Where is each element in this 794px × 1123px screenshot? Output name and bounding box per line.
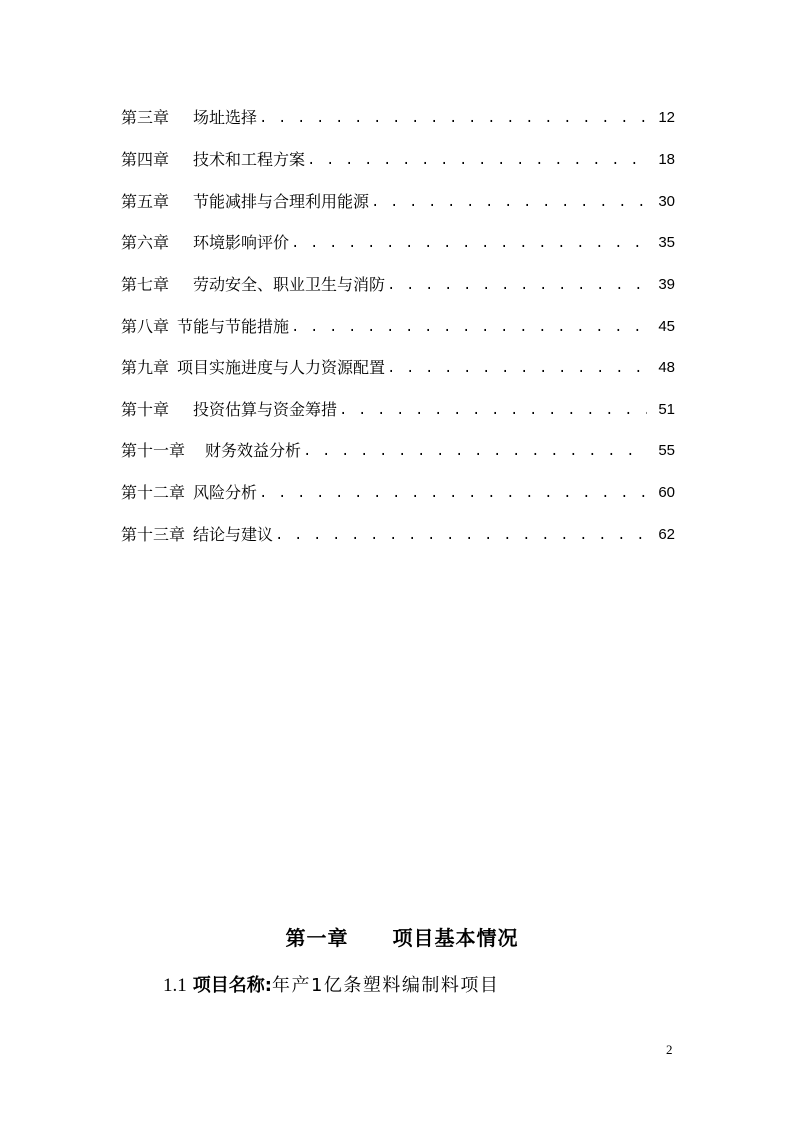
section-value: 年产1亿条塑料编制料项目 [271,975,500,996]
toc-chapter-number: 第十三章 [121,525,186,544]
toc-page-number: 55 [658,442,675,459]
toc-entry[interactable] [121,439,675,463]
toc-page-number: 12 [658,109,675,126]
toc-chapter-title: 场址选择 [193,108,258,127]
toc-chapter-number: 第六章 [121,233,170,252]
toc-page-number: 45 [658,318,675,335]
toc-chapter-number: 第七章 [121,275,170,294]
toc-dot-leader [259,483,647,505]
toc-dot-leader [303,441,647,463]
toc-entry[interactable] [121,356,675,380]
section-project-name [163,971,499,997]
toc-page-number: 18 [658,151,675,168]
chapter-heading-title: 项目基本情况 [392,926,519,950]
chapter-heading-number: 第一章 [285,926,349,950]
toc-page-number: 39 [658,276,675,293]
toc-page-number: 48 [658,359,675,376]
toc-dot-leader [259,108,647,130]
toc-chapter-number: 第十一章 [121,441,186,460]
toc-chapter-title: 环境影响评价 [193,233,290,252]
toc-chapter-number: 第十二章 [121,483,186,502]
toc-entry[interactable] [121,315,675,339]
toc-page-number: 62 [658,526,675,543]
toc-chapter-number: 第八章 [121,317,170,336]
toc-dot-leader [291,317,647,339]
toc-page-number: 35 [658,234,675,251]
toc-entry[interactable] [121,398,675,422]
toc-dot-leader [307,150,647,172]
toc-chapter-title: 投资估算与资金筹措 [193,400,338,419]
toc-entry[interactable] [121,273,675,297]
toc-page-number: 30 [658,193,675,210]
toc-entry[interactable] [121,231,675,255]
toc-dot-leader [339,400,647,422]
toc-chapter-number: 第四章 [121,150,170,169]
toc-dot-leader [387,358,647,380]
toc-chapter-number: 第九章 [121,358,170,377]
toc-chapter-number: 第十章 [121,400,170,419]
toc-chapter-title: 财务效益分析 [205,441,302,460]
toc-chapter-title: 劳动安全、职业卫生与消防 [193,275,386,294]
toc-chapter-title: 节能与节能措施 [177,317,290,336]
toc-chapter-title: 结论与建议 [193,525,274,544]
section-label: 项目名称: [192,975,272,996]
toc-page-number: 60 [658,484,675,501]
toc-page-number: 51 [658,401,675,418]
toc-chapter-number: 第三章 [121,108,170,127]
toc-entry[interactable] [121,481,675,505]
toc-entry[interactable] [121,106,675,130]
toc-dot-leader [275,525,647,547]
toc-entry[interactable] [121,148,675,172]
toc-entry[interactable] [121,523,675,547]
toc-chapter-title: 技术和工程方案 [193,150,306,169]
toc-chapter-title: 风险分析 [193,483,258,502]
section-number: 1.1 [163,975,187,996]
toc-dot-leader [371,192,647,214]
toc-chapter-title: 项目实施进度与人力资源配置 [177,358,386,377]
toc-dot-leader [387,275,647,297]
toc-entry[interactable] [121,190,675,214]
toc-dot-leader [291,233,647,255]
toc-chapter-title: 节能减排与合理利用能源 [193,192,370,211]
toc-chapter-number: 第五章 [121,192,170,211]
chapter-heading [0,922,794,951]
page-number: 2 [666,1042,673,1057]
